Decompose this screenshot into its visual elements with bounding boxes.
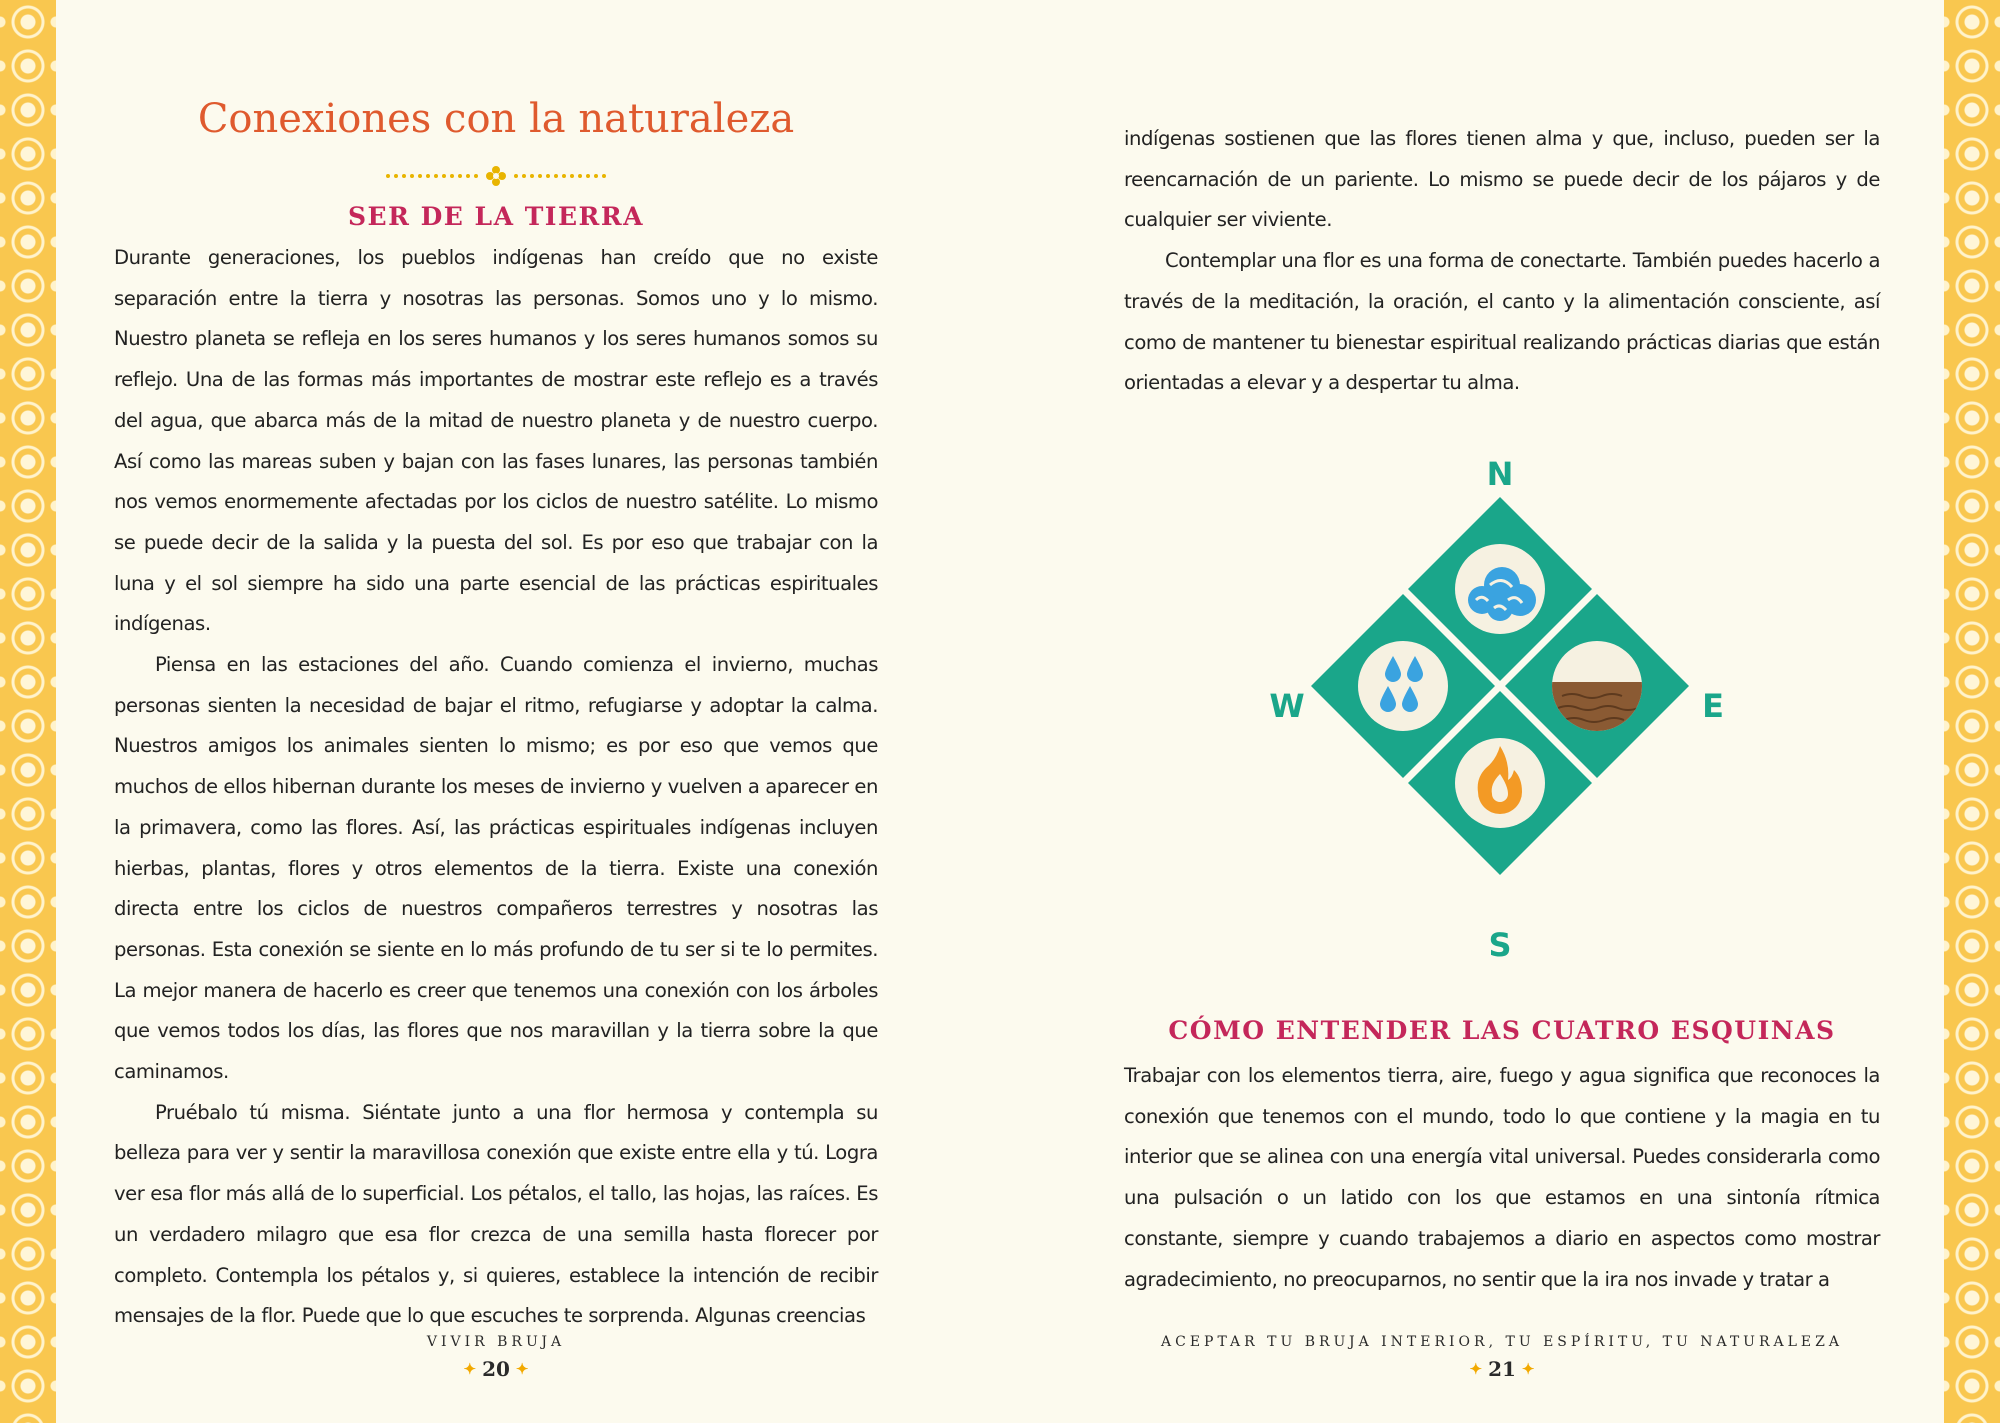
page-number bbox=[1124, 1357, 1880, 1381]
paragraph: Contemplar una flor es una forma de conectarte. También puedes hacerlo a través de la meditación, la oración, el canto y la alimentación consciente, así como de mantener tu bienestar espiritual realizando prácticas diarias que están orientadas a elevar y a despertar tu alma. bbox=[1124, 249, 1880, 395]
four-elements-compass-diagram bbox=[1250, 450, 1750, 970]
compass-south-label: S bbox=[1488, 926, 1512, 964]
paragraph: Piensa en las estaciones del año. Cuando comienza el invierno, muchas personas sienten la necesidad de bajar el ritmo, refugiarse y adoptar la calma. Nuestros amigos los animales sienten lo mismo; es por eso que vemos que muchos de ellos hibernan durante los meses de invierno y vuelven a aparecer en la primavera, como las flores. Así, las prácticas espirituales indígenas incluyen hierbas, plantas, flores y otros elementos de la tierra. Existe una conexión directa entre los ciclos de nuestros compañeros terrestres y nosotras las personas. Esta conexión se siente en lo más profundo de tu ser si te lo permites. La mejor manera de hacerlo es creer que tenemos una conexión con los árboles que vemos todos los días, las flores que nos maravillan y la tierra sobre la que caminamos. bbox=[114, 653, 878, 1084]
star-ornament-icon: ✦ bbox=[1521, 1360, 1535, 1378]
paragraph: Trabajar con los elementos tierra, aire, fuego y agua significa que reconoces la conexión que tenemos con el mundo, todo lo que contiene y la magia en tu interior que se alinea con una energía vital universal. Puedes considerarla como una pulsación o un latido con los que estamos en una sintonía rítmica constante, siempre y cuando trabajemos a diario en aspectos como mostrar agradecimiento, no preocuparnos, no sentir que la ira nos invade y tratar a bbox=[1124, 1064, 1880, 1291]
running-footer: VIVIR BRUJA bbox=[426, 1334, 566, 1350]
water-circle bbox=[1358, 641, 1448, 731]
paragraph: Pruébalo tú misma. Siéntate junto a una flor hermosa y contempla su belleza para ver y sentir la maravillosa conexión que existe entre ella y tú. Logra ver esa flor más allá de lo superficial. Los pétalos, el tallo, las hojas, las raíces. Es un verdadero milagro que esa flor crezca de una semilla hasta florecer por completo. Contempla los pétalos y, si quieres, establece la intención de recibir mensajes de la flor. Puede que lo que escuches te sorprenda. Algunas creencias bbox=[114, 1100, 878, 1328]
star-ornament-icon: ✦ bbox=[1469, 1360, 1483, 1378]
compass-west-label: W bbox=[1269, 687, 1305, 725]
right-decorative-border bbox=[1944, 0, 2000, 1423]
star-ornament-icon: ✦ bbox=[463, 1360, 477, 1378]
paragraph: indígenas sostienen que las flores tienen alma y que, incluso, pueden ser la reencarnación de un pariente. Lo mismo se puede decir de los pájaros y de cualquier ser viviente. bbox=[1124, 127, 1880, 232]
left-body-text bbox=[114, 238, 878, 1337]
paragraph: Durante generaciones, los pueblos indígenas han creído que no existe separación entre la tierra y nosotras las personas. Somos uno y lo mismo. Nuestro planeta se refleja en los seres humanos y los seres humanos somos su reflejo. Una de las formas más importantes de mostrar este reflejo es a través del agua, que abarca más de la mitad de nuestro planeta y de nuestro cuerpo. Así como las mareas suben y bajan con las fases lunares, las personas también nos vemos enormemente afectadas por los ciclos de nuestro satélite. Lo mismo se puede decir de la salida y la puesta del sol. Es por eso que trabajar con la luna y el sol siempre ha sido una parte esencial de las prácticas espirituales indígenas. bbox=[114, 246, 878, 636]
page-number-value: 20 bbox=[482, 1357, 510, 1381]
ornament-divider bbox=[384, 166, 608, 186]
right-top-text bbox=[1124, 119, 1880, 404]
page-number bbox=[114, 1357, 878, 1381]
compass-east-label: E bbox=[1702, 687, 1724, 725]
page-number-value: 21 bbox=[1488, 1357, 1516, 1381]
compass-north-label: N bbox=[1486, 455, 1514, 493]
left-decorative-border bbox=[0, 0, 56, 1423]
section-heading-cuatro-esquinas: CÓMO ENTENDER LAS CUATRO ESQUINAS bbox=[1168, 1016, 1836, 1045]
star-ornament-icon: ✦ bbox=[515, 1360, 529, 1378]
right-bottom-text bbox=[1124, 1056, 1880, 1300]
section-heading-ser-de-la-tierra: SER DE LA TIERRA bbox=[347, 202, 644, 231]
page-title: Conexiones con la naturaleza bbox=[197, 96, 795, 142]
running-footer: ACEPTAR TU BRUJA INTERIOR, TU ESPÍRITU, TU NATURALEZA bbox=[1161, 1334, 1843, 1350]
